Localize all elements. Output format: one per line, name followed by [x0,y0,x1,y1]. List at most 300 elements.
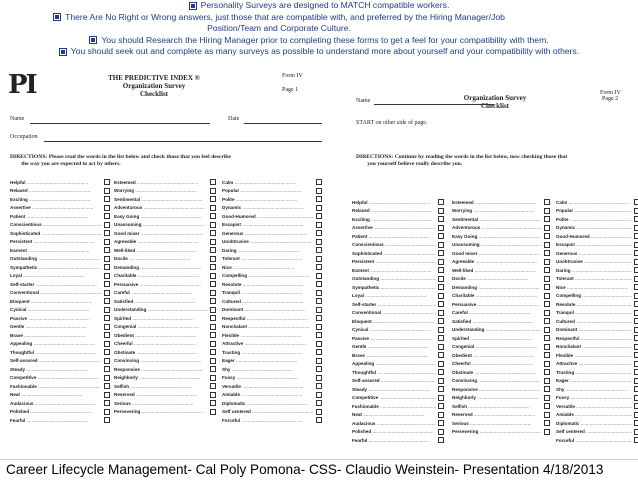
checklist-item [10,331,110,340]
checkbox[interactable] [544,403,550,409]
checkbox[interactable] [544,369,550,375]
checklist-item [352,266,444,275]
checkbox[interactable] [544,216,550,222]
checkbox[interactable] [438,335,444,341]
checkbox[interactable] [210,375,216,381]
checklist-word: Neat ..... [352,412,436,417]
checklist-item [114,314,216,323]
checklist-word: Competitive ..... [352,395,436,400]
checklist-word: Diplomatic ..... [222,401,314,406]
checklist-item [222,306,322,315]
checklist-word: Neighborly ..... [114,375,208,380]
checklist-item [556,309,638,318]
checklist-item [114,187,216,196]
checkbox[interactable] [544,310,550,316]
checklist-item [10,365,110,374]
checkbox[interactable] [210,256,216,262]
checklist-item [10,374,110,383]
checkbox[interactable] [544,420,550,426]
checklist-item [10,272,110,281]
occupation-line[interactable] [44,141,322,142]
checkbox[interactable] [210,222,216,228]
checkbox[interactable] [634,267,638,273]
checkbox[interactable] [316,264,322,270]
checkbox[interactable] [210,230,216,236]
checkbox[interactable] [544,335,550,341]
checkbox[interactable] [104,281,110,287]
checklist-item [10,357,110,366]
checklist-item [222,348,322,357]
checkbox[interactable] [438,250,444,256]
checklist-item [10,229,110,238]
checkbox[interactable] [438,208,444,214]
checkbox[interactable] [316,400,322,406]
checkbox[interactable] [210,341,216,347]
checkbox[interactable] [634,199,638,205]
checklist-word: Congenial ..... [452,344,542,349]
checkbox[interactable] [544,361,550,367]
checklist-word: Brave ..... [10,333,102,338]
checklist-word: Worrying ..... [452,208,542,213]
word-column [352,198,444,445]
checkbox[interactable] [104,290,110,296]
checklist-word: Flexible ..... [222,333,314,338]
checkbox[interactable] [544,386,550,392]
checkbox[interactable] [104,307,110,313]
checkbox[interactable] [316,222,322,228]
checkbox[interactable] [438,361,444,367]
checkbox[interactable] [104,417,110,423]
checkbox[interactable] [544,318,550,324]
checkbox[interactable] [634,250,638,256]
checkbox[interactable] [634,233,638,239]
checkbox[interactable] [210,196,216,202]
checkbox[interactable] [316,341,322,347]
checklist-item [352,360,444,369]
checklist-word: Well-liked ..... [114,248,208,253]
checklist-item [452,368,550,377]
checkbox[interactable] [104,196,110,202]
checklist-item [452,419,550,428]
checklist-word: Agreeable ..... [114,239,208,244]
checkbox[interactable] [544,250,550,256]
checkbox[interactable] [438,310,444,316]
checklist-word: Relaxed ..... [352,208,436,213]
checkbox[interactable] [316,281,322,287]
occupation-label: Occupation [10,134,38,140]
checkbox[interactable] [210,264,216,270]
checkbox[interactable] [210,239,216,245]
checkbox[interactable] [438,216,444,222]
checklist-word: Satisfied ..... [114,299,208,304]
checklist-item [452,360,550,369]
checkbox[interactable] [438,352,444,358]
checklist-word: Forceful ..... [556,438,632,443]
checkbox[interactable] [438,403,444,409]
checklist-item [222,399,322,408]
checkbox-bullet-icon [59,48,67,56]
checklist-item [222,178,322,187]
form-number: Form IV [282,73,303,79]
name-line[interactable] [374,104,494,105]
checkbox[interactable] [104,273,110,279]
checklist-item [352,207,444,216]
checkbox[interactable] [438,327,444,333]
checklist-word: Unobtrusive ..... [222,239,314,244]
checkbox[interactable] [634,208,638,214]
checkbox[interactable] [634,437,638,443]
checkbox[interactable] [438,233,444,239]
checklist-word: Audacious ..... [10,401,102,406]
checklist-word: Thoughtful ..... [10,350,102,355]
checkbox[interactable] [210,349,216,355]
checkbox[interactable] [316,239,322,245]
checklist-item [556,283,638,292]
checkbox[interactable] [438,318,444,324]
checkbox[interactable] [316,247,322,253]
checkbox[interactable] [104,409,110,415]
checklist-item [114,263,216,272]
checkbox[interactable] [104,230,110,236]
checklist-word: Nice ..... [556,285,632,290]
checklist-item [352,419,444,428]
name-line[interactable] [30,123,210,124]
checklist-word: Thoughtful ..... [352,370,436,375]
checklist-item [10,246,110,255]
checkbox[interactable] [316,196,322,202]
checklist-word: Persevering ..... [114,409,208,414]
checklist-word: Eager ..... [556,378,632,383]
checklist-item [114,204,216,213]
checkbox[interactable] [634,242,638,248]
checkbox[interactable] [438,437,444,443]
checkbox[interactable] [104,247,110,253]
checklist-item [222,297,322,306]
checkbox[interactable] [544,233,550,239]
checkbox[interactable] [634,403,638,409]
checkbox[interactable] [438,412,444,418]
checklist-item [114,212,216,221]
checkbox[interactable] [104,392,110,398]
checklist-item [452,249,550,258]
checkbox[interactable] [634,259,638,265]
checkbox[interactable] [104,332,110,338]
checkbox[interactable] [210,366,216,372]
checklist-item [556,360,638,369]
checklist-word: Self centered ..... [222,409,314,414]
checkbox[interactable] [104,349,110,355]
checklist-item [222,408,322,417]
checklist-word: Loyal ..... [10,273,102,278]
checkbox[interactable] [544,267,550,273]
checkbox[interactable] [634,327,638,333]
checkbox[interactable] [634,301,638,307]
checkbox[interactable] [634,420,638,426]
checklist-word: Neat ..... [10,392,102,397]
checklist-item [222,314,322,323]
checkbox[interactable] [634,284,638,290]
checklist-item [10,263,110,272]
checkbox[interactable] [316,417,322,423]
checklist-word: Steady ..... [352,387,436,392]
checkbox[interactable] [210,247,216,253]
checklist-item [452,402,550,411]
checklist-item [10,221,110,230]
checkbox[interactable] [544,344,550,350]
checkbox[interactable] [438,420,444,426]
checkbox[interactable] [316,383,322,389]
checklist-item [10,212,110,221]
checklist-word: Good-Humored ..... [222,214,314,219]
checklist-item [222,374,322,383]
checkbox[interactable] [316,375,322,381]
checklist-word: Versatile ..... [222,384,314,389]
checklist-item [556,428,638,437]
checklist-item [222,255,322,264]
checkbox[interactable] [438,344,444,350]
checkbox[interactable] [544,293,550,299]
checklist-word: Popular ..... [222,188,314,193]
checkbox[interactable] [104,205,110,211]
checklist-item [222,187,322,196]
checkbox[interactable] [210,179,216,185]
checklist-word: Fashionable ..... [10,384,102,389]
checklist-item [352,283,444,292]
checklist-item [114,391,216,400]
checkbox[interactable] [210,205,216,211]
checkbox[interactable] [634,293,638,299]
checklist-item [114,280,216,289]
checklist-word: Esteemed ..... [452,200,542,205]
checkbox[interactable] [210,290,216,296]
checkbox[interactable] [210,281,216,287]
checklist-item [452,241,550,250]
checklist-word: Forceful ..... [222,418,314,423]
checklist-word: Resolute ..... [222,282,314,287]
checkbox[interactable] [438,301,444,307]
checkbox[interactable] [544,301,550,307]
checklist-item [452,351,550,360]
checkbox[interactable] [104,222,110,228]
checkbox[interactable] [438,225,444,231]
word-column [10,178,110,425]
checkbox[interactable] [438,284,444,290]
checkbox[interactable] [544,429,550,435]
checkbox[interactable] [438,395,444,401]
checklist-item [556,215,638,224]
checklist-word: Serious ..... [114,401,208,406]
checkbox-bullet-icon [89,36,97,44]
checklist-item [10,204,110,213]
checklist-item [556,351,638,360]
checkbox[interactable] [544,242,550,248]
checklist-item [10,238,110,247]
checklist-word: Convincing ..... [114,358,208,363]
checkbox[interactable] [316,366,322,372]
checklist-item [452,283,550,292]
checkbox[interactable] [634,395,638,401]
checkbox[interactable] [210,307,216,313]
checkbox[interactable] [634,352,638,358]
checkbox[interactable] [544,395,550,401]
checkbox[interactable] [316,315,322,321]
checkbox[interactable] [210,392,216,398]
checklist-word: Docile ..... [114,256,208,261]
checklist-item [114,365,216,374]
checklist-word: Careful ..... [452,310,542,315]
checkbox[interactable] [438,259,444,265]
checkbox[interactable] [104,256,110,262]
pi-logo: PI [8,70,36,100]
checkbox[interactable] [104,341,110,347]
checkbox[interactable] [316,358,322,364]
checkbox[interactable] [544,199,550,205]
checkbox[interactable] [634,369,638,375]
checklist-word: Steady ..... [10,367,102,372]
checkbox[interactable] [316,230,322,236]
checkbox[interactable] [438,386,444,392]
checkbox[interactable] [634,429,638,435]
checkbox[interactable] [210,358,216,364]
checkbox[interactable] [104,239,110,245]
checkbox[interactable] [438,429,444,435]
checkbox[interactable] [316,290,322,296]
checklist-item [452,428,550,437]
checkbox[interactable] [634,344,638,350]
checklist-word: Shy ..... [222,367,314,372]
checkbox[interactable] [438,378,444,384]
checklist-item [10,399,110,408]
checkbox[interactable] [210,400,216,406]
checkbox[interactable] [316,179,322,185]
checkbox[interactable] [544,352,550,358]
checklist-word: Passive ..... [10,316,102,321]
checkbox[interactable] [316,213,322,219]
checkbox[interactable] [544,378,550,384]
checkbox[interactable] [544,259,550,265]
checkbox[interactable] [210,213,216,219]
checkbox[interactable] [316,409,322,415]
checklist-word: Gentle ..... [10,324,102,329]
checkbox[interactable] [634,335,638,341]
checkbox[interactable] [316,256,322,262]
checkbox[interactable] [544,412,550,418]
checkbox[interactable] [104,179,110,185]
checkbox[interactable] [634,276,638,282]
checklist-word: Flexible ..... [556,353,632,358]
checklist-word: Well-liked ..... [452,268,542,273]
checkbox[interactable] [104,315,110,321]
checkbox[interactable] [438,199,444,205]
checkbox[interactable] [544,284,550,290]
checkbox[interactable] [316,332,322,338]
checkbox[interactable] [316,392,322,398]
checkbox[interactable] [544,208,550,214]
checkbox[interactable] [634,361,638,367]
checklist-word: Outstanding ..... [352,276,436,281]
checkbox[interactable] [104,375,110,381]
checkbox[interactable] [438,242,444,248]
checklist-item [556,343,638,352]
checkbox[interactable] [104,213,110,219]
checkbox[interactable] [210,188,216,194]
checkbox[interactable] [210,315,216,321]
word-checklist [352,198,638,445]
checkbox[interactable] [316,298,322,304]
checkbox[interactable] [104,400,110,406]
checklist-word: Resolute ..... [556,302,632,307]
checkbox[interactable] [104,383,110,389]
checklist-item [452,258,550,267]
checkbox[interactable] [544,276,550,282]
checkbox[interactable] [634,412,638,418]
checkbox[interactable] [634,310,638,316]
checkbox[interactable] [634,378,638,384]
checkbox[interactable] [210,298,216,304]
checkbox[interactable] [104,324,110,330]
checkbox[interactable] [210,332,216,338]
checklist-item [556,411,638,420]
checkbox[interactable] [438,369,444,375]
checklist-item [222,391,322,400]
checkbox[interactable] [210,273,216,279]
checkbox[interactable] [104,298,110,304]
checkbox[interactable] [316,205,322,211]
checkbox[interactable] [316,307,322,313]
checklist-item [452,377,550,386]
checkbox[interactable] [104,366,110,372]
checklist-item [10,306,110,315]
checkbox[interactable] [544,327,550,333]
checkbox[interactable] [316,324,322,330]
word-column [556,198,638,445]
checklist-item [352,368,444,377]
checkbox[interactable] [210,383,216,389]
checkbox[interactable] [316,188,322,194]
checklist-word: Cheerful ..... [114,341,208,346]
start-instruction: START on other side of page. [356,120,428,126]
checklist-item [114,178,216,187]
checklist-word: Cynical ..... [352,327,436,332]
checklist-word: Sophisticated ..... [10,231,102,236]
checkbox[interactable] [210,409,216,415]
checkbox[interactable] [104,188,110,194]
checklist-word: Conscientious ..... [352,242,436,247]
checklist-item [452,266,550,275]
checklist-word: Careful ..... [114,290,208,295]
checklist-word: Patient ..... [352,234,436,239]
checkbox[interactable] [438,276,444,282]
checklist-word: Sophisticated ..... [352,251,436,256]
checkbox[interactable] [438,293,444,299]
checklist-item [452,275,550,284]
checkbox[interactable] [316,273,322,279]
checkbox[interactable] [438,267,444,273]
checkbox[interactable] [634,225,638,231]
checkbox[interactable] [544,225,550,231]
checkbox[interactable] [316,349,322,355]
checkbox[interactable] [634,216,638,222]
checkbox[interactable] [104,358,110,364]
checkbox[interactable] [634,318,638,324]
checkbox[interactable] [634,386,638,392]
checkbox[interactable] [210,324,216,330]
checklist-word: Adventurous ..... [114,205,208,210]
date-line[interactable] [244,123,322,124]
checklist-word: Diplomatic ..... [556,421,632,426]
checkbox[interactable] [104,264,110,270]
checklist-item [10,416,110,425]
